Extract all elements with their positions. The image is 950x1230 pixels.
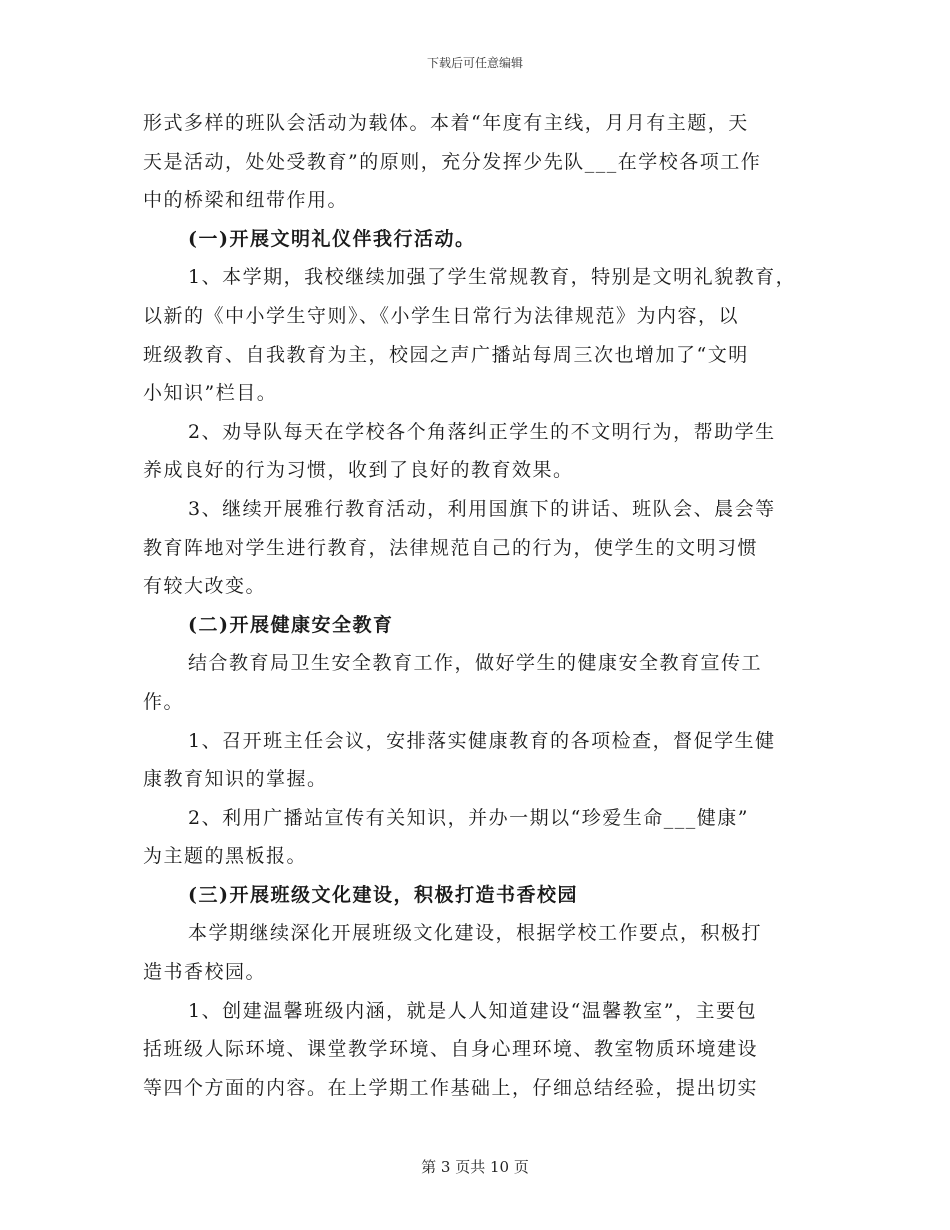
section-heading: (三)开展班级文化建设，积极打造书香校园 xyxy=(188,883,578,906)
text-line: 中的桥梁和纽带作用。 xyxy=(143,189,349,212)
text-line: 作。 xyxy=(143,690,185,713)
text-line: 有较大改变。 xyxy=(143,575,267,598)
text-line: 2、劝导队每天在学校各个角落纠正学生的不文明行为，帮助学生 xyxy=(188,420,776,443)
text-line: 天是活动，处处受教育”的原则，充分发挥少先队___在学校各项工作 xyxy=(143,150,762,173)
text-line: 形式多样的班队会活动为载体。本着“年度有主线，月月有主题，天 xyxy=(143,112,749,134)
text-line: 1、召开班主任会议，安排落实健康教育的各项检查，督促学生健 xyxy=(188,729,776,752)
text-line: 3、继续开展雅行教育活动，利用国旗下的讲话、班队会、晨会等 xyxy=(188,497,776,520)
text-line: 班级教育、自我教育为主，校园之声广播站每周三次也增加了“文明 xyxy=(143,343,749,366)
text-line: 1、创建温馨班级内涵，就是人人知道建设“温馨教室”，主要包 xyxy=(188,999,758,1022)
text-line: 为主题的黑板报。 xyxy=(143,845,308,868)
text-line: 养成良好的行为习惯，收到了良好的教育效果。 xyxy=(143,459,574,482)
page-header: 下载后可任意编辑 xyxy=(426,56,523,70)
text-line: 2、利用广播站宣传有关知识，并办一期以“珍爱生命___健康” xyxy=(188,806,750,829)
text-line: 以新的《中小学生守则》、《小学生日常行为法律规范》为内容，以 xyxy=(143,304,740,327)
page-footer: 第 3 页共 10 页 xyxy=(421,1158,529,1176)
text-line: 1、本学期，我校继续加强了学生常规教育，特别是文明礼貌教育， xyxy=(188,266,797,289)
text-line: 等四个方面的内容。在上学期工作基础上，仔细总结经验，提出切实 xyxy=(143,1076,759,1099)
text-line: 结合教育局卫生安全教育工作，做好学生的健康安全教育宣传工 xyxy=(188,652,763,675)
document-body xyxy=(143,104,815,1107)
section-heading: (二)开展健康安全教育 xyxy=(188,613,394,636)
text-line: 康教育知识的掌握。 xyxy=(143,768,328,791)
text-line: 本学期继续深化开展班级文化建设，根据学校工作要点，积极打 xyxy=(188,922,763,945)
text-line: 造书香校园。 xyxy=(143,961,267,984)
section-heading: (一)开展文明礼仪伴我行活动。 xyxy=(188,227,476,250)
text-line: 小知识”栏目。 xyxy=(143,382,278,405)
text-line: 括班级人际环境、课堂教学环境、自身心理环境、教室物质环境建设 xyxy=(143,1038,759,1061)
text-line: 教育阵地对学生进行教育，法律规范自己的行为，使学生的文明习惯 xyxy=(143,536,759,559)
